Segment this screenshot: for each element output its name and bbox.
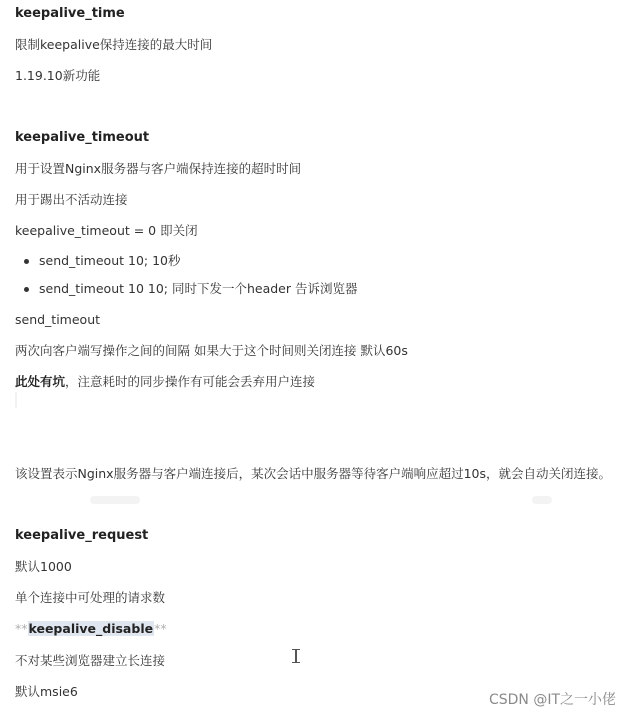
bullet-item: send_timeout 10 10; 同时下发一个header 告诉浏览器	[39, 281, 358, 296]
keepalive-request-heading: keepalive_request	[15, 528, 149, 543]
csdn-watermark: CSDN @IT之一小佬	[488, 692, 616, 708]
keepalive-timeout-desc1: 用于设置Nginx服务器与客户端保持连接的超时时间	[15, 161, 302, 176]
keepalive-request-default: 默认1000	[15, 559, 72, 574]
faded-mark	[90, 496, 140, 504]
bullet-dot	[24, 259, 29, 264]
markdown-bold-prefix: **	[15, 621, 28, 636]
faded-mark	[532, 496, 552, 504]
bullet-dot	[24, 287, 29, 292]
keepalive-disable-heading[interactable]: keepalive_disable	[28, 621, 154, 636]
warning-rest: ，注意耗时的同步操作有可能会丢弃用户连接	[65, 374, 316, 389]
keepalive-disable-default: 默认msie6	[15, 684, 78, 699]
bullet-item: send_timeout 10; 10秒	[39, 253, 181, 268]
text-cursor-icon	[292, 649, 300, 663]
keepalive-request-desc: 单个连接中可处理的请求数	[15, 590, 166, 605]
keepalive-time-version: 1.19.10新功能	[15, 68, 101, 83]
keepalive-time-desc: 限制keepalive保持连接的最大时间	[15, 37, 213, 52]
warning-text	[15, 373, 315, 391]
keepalive-timeout-heading: keepalive_timeout	[15, 130, 150, 145]
keepalive-timeout-desc2: 用于踢出不活动连接	[15, 192, 128, 207]
warning-strong: 此处有坑	[15, 374, 66, 389]
send-timeout-label: send_timeout	[15, 312, 101, 327]
setting-desc: 该设置表示Nginx服务器与客户端连接后，某次会话中服务器等待客户端响应超过10s，就会自动关闭连接。	[15, 466, 611, 481]
keepalive-timeout-example: keepalive_timeout = 0 即关闭	[15, 223, 198, 238]
keepalive-time-heading: keepalive_time	[15, 6, 125, 21]
keepalive-disable-heading-line	[15, 620, 167, 638]
quote-bar	[15, 392, 17, 408]
markdown-bold-suffix: **	[154, 621, 167, 636]
send-timeout-desc: 两次向客户端写操作之间的间隔 如果大于这个时间则关闭连接 默认60s	[15, 343, 408, 358]
keepalive-disable-desc: 不对某些浏览器建立长连接	[15, 653, 166, 668]
